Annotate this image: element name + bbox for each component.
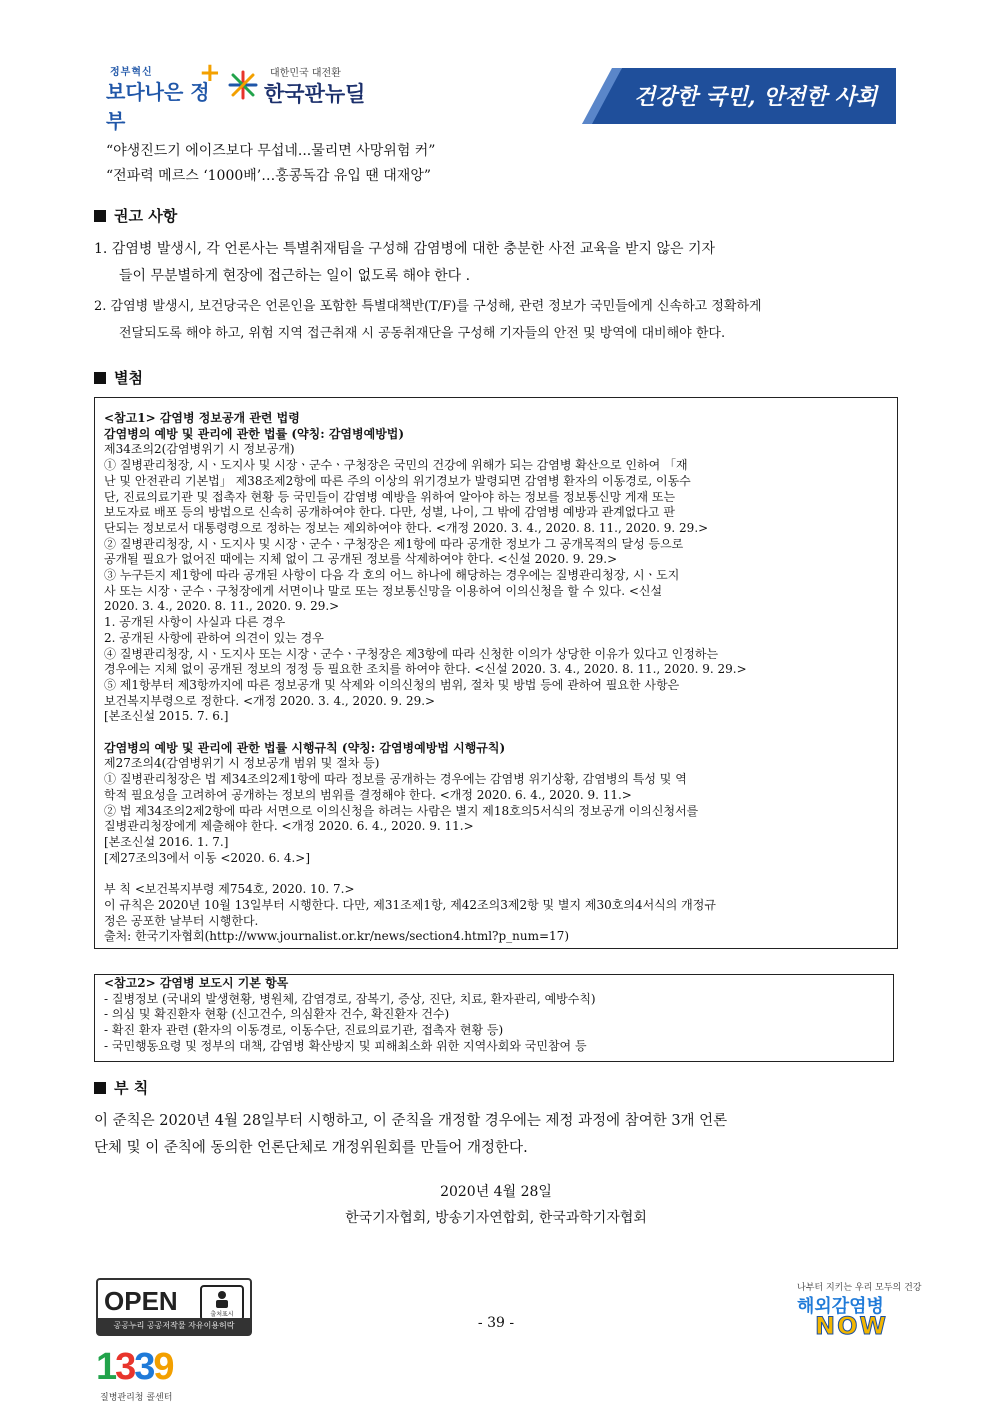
box1-line: 제34조의2(감염병위기 시 정보공개) [104, 442, 295, 457]
now-title: 해외감염병 [797, 1296, 884, 1317]
attachment-heading-text: 별첨 [114, 369, 143, 387]
callcenter-number: 1339 [96, 1346, 173, 1388]
gov-logo-main-text: 보다나은 정부 [106, 80, 210, 133]
box1-line: ④ 질병관리청장, 시ㆍ도지사 또는 시장ㆍ군수ㆍ구청장은 제3항에 따라 신청한 이의가 상당한 이유가 있다고 인정하는 [104, 646, 719, 661]
signature-date: 2020년 4월 28일 [440, 1184, 552, 1200]
box1-line: ② 법 제34조의2제2항에 따라 서면으로 이의신청을 하려는 사람은 별지 제18호의5서식의 정보공개 이의신청서를 [104, 803, 699, 818]
recommend-item-1-line2: 들이 무분별하게 현장에 접근하는 일이 없도록 해야 한다 . [119, 268, 471, 284]
section-heading-recommend [94, 205, 177, 226]
recommend-item-2 [94, 293, 896, 347]
star-icon [228, 70, 258, 100]
callcenter-1339-logo [96, 1346, 206, 1404]
headline-quote-2: “전파력 메르스 ‘1000배’…홍콩독감 유입 땐 대재앙” [106, 168, 432, 184]
box1-line: ② 질병관리청장, 시ㆍ도지사 및 시장ㆍ군수ㆍ구청장은 제1항에 따라 공개한 정보가 그 공개목적의 달성 등으로 [104, 536, 684, 551]
person-icon [204, 1289, 240, 1309]
box1-line: 보도자료 배포 등의 방법으로 신속히 공개하여야 한다. 다만, 성별, 나이, 그 밖에 감염병 예방과 관계없다고 판 [104, 505, 675, 520]
box1-line [104, 725, 886, 741]
square-bullet-icon [94, 1082, 106, 1094]
box1-line: 사 또는 시장ㆍ군수ㆍ구청장에게 서면이나 말로 또는 정보통신망을 이용하여 이의신청을 할 수 있다. <신설 [104, 583, 663, 598]
box2-line: <참고2> 감염병 보도시 기본 항목 [104, 976, 289, 990]
box1-line: 제27조의4(감염병위기 시 정보공개 범위 및 절차 등) [104, 756, 380, 771]
box1-line: 정은 공포한 날부터 시행한다. [104, 913, 259, 928]
recommend-item-1-line1: 1. 감염병 발생시, 각 언론사는 특별취재팀을 구성해 감염병에 대한 충분한 사전 교육을 받지 않은 기자 [94, 241, 716, 257]
reference-box-1-text [104, 411, 886, 945]
square-bullet-icon [94, 210, 106, 222]
box1-line: ⑤ 제1항부터 제3항까지에 따른 정보공개 및 삭제와 이의신청의 범위, 절차 및 방법 등에 관하여 필요한 사항은 [104, 677, 680, 692]
box1-line: 이 규칙은 2020년 10월 13일부터 시행한다. 다만, 제31조제1항, 제42조의3제2항 및 별지 제30호의4서식의 개정규 [104, 897, 716, 912]
signature-orgs: 한국기자협회, 방송기자연합회, 한국과학기자협회 [345, 1210, 647, 1226]
box1-line: 감염병의 예방 및 관리에 관한 법률 (약칭: 감염병예방법) [104, 426, 405, 441]
plus-icon: + [199, 58, 221, 88]
addendum-paragraph [94, 1108, 896, 1162]
gov-logo-top-text: 정부혁신 [110, 67, 153, 78]
box1-line: 단되는 정보로서 대통령령으로 정하는 정보는 제외하여야 한다. <개정 2020. 3. 4., 2020. 8. 11., 2020. 9. 29.> [104, 520, 709, 535]
attribution-badge-label: 출처표시 [210, 1311, 234, 1318]
box1-line: 감염병의 예방 및 관리에 관한 법률 시행규칙 (약칭: 감염병예방법 시행규칙) [104, 740, 506, 755]
new-deal-title: 한국판뉴딜 [264, 82, 366, 106]
box1-line: [본조신설 2016. 1. 7.] [104, 834, 229, 849]
korean-new-deal-logo [226, 58, 366, 108]
box2-line: - 확진 환자 관련 (환자의 이동경로, 이동수단, 진료의료기관, 접촉자 현황 등) [104, 1023, 504, 1038]
box2-line: - 의심 및 확진환자 현황 (신고건수, 의심환자 건수, 확진환자 건수) [104, 1007, 450, 1022]
box1-line: 공개될 필요가 없어진 때에는 지체 없이 그 공개된 정보를 삭제하여야 한다. <신설 2020. 9. 29.> [104, 552, 618, 567]
box1-line: 질병관리청장에게 제출해야 한다. <개정 2020. 6. 4., 2020. 9. 11.> [104, 819, 474, 834]
box1-line: 2020. 3. 4., 2020. 8. 11., 2020. 9. 29.> [104, 599, 340, 614]
box1-line: 1. 공개된 사항이 사실과 다른 경우 [104, 615, 286, 630]
open-word: OPEN [104, 1286, 178, 1316]
recommend-item-2-line1: 2. 감염병 발생시, 보건당국은 언론인을 포함한 특별대책반(T/F)를 구성해, 관련 정보가 국민들에게 신속하고 정확하게 [94, 299, 762, 314]
box1-line: 부 칙 <보건복지부령 제754호, 2020. 10. 7.> [104, 882, 355, 897]
box1-line: ① 질병관리청장은 법 제34조의2제1항에 따라 정보를 공개하는 경우에는 감염병 위기상황, 감염병의 특성 및 역 [104, 772, 687, 787]
addendum-heading-text: 부 칙 [114, 1079, 149, 1097]
now-word: NOW [815, 1312, 888, 1340]
gov-innovation-logo [106, 58, 221, 133]
recommend-item-2-line2: 전달되도록 해야 하고, 위험 지역 접근취재 시 공동취재단을 구성해 기자들의 안전 및 방역에 대비해야 한다. [119, 326, 726, 341]
slogan-banner [582, 68, 896, 124]
box1-line: <참고1> 감염병 정보공개 관련 법령 [104, 411, 300, 425]
square-bullet-icon [94, 372, 106, 384]
addendum-line2: 단체 및 이 준칙에 동의한 언론단체로 개정위원회를 만들어 개정한다. [94, 1140, 528, 1156]
banner-slogan: 건강한 국민, 안전한 사회 [634, 84, 878, 110]
now-tagline: 나부터 지키는 우리 모두의 건강 [797, 1283, 922, 1293]
recommend-item-1 [94, 236, 896, 290]
box1-line: ③ 누구든지 제1항에 따라 공개된 사항이 다음 각 호의 어느 하나에 해당하는 경우에는 질병관리청장, 시ㆍ도지 [104, 568, 680, 583]
box1-line: 단, 진료의료기관 및 접촉자 현황 등 국민들이 감염병 예방을 위하여 알아야 하는 정보를 정보통신망 게재 또는 [104, 489, 676, 504]
new-deal-subtitle: 대한민국 대전환 [270, 68, 341, 79]
box1-line: ① 질병관리청장, 시ㆍ도지사 및 시장ㆍ군수ㆍ구청장은 국민의 건강에 위해가 되는 감염병 확산으로 인하여 「재 [104, 458, 688, 473]
page-number: - 39 - [477, 1315, 515, 1331]
section-heading-attachment [94, 367, 143, 388]
box1-line: 2. 공개된 사항에 관하여 의견이 있는 경우 [104, 630, 324, 645]
addendum-line1: 이 준칙은 2020년 4월 28일부터 시행하고, 이 준칙을 개정할 경우에는 제정 과정에 참여한 3개 언론 [94, 1113, 728, 1129]
box1-line [104, 866, 886, 882]
recommend-heading-text: 권고 사항 [114, 207, 178, 225]
box1-line: 경우에는 지체 없이 공개된 정보의 정정 등 필요한 조치를 하여야 한다. <신설 2020. 3. 4., 2020. 8. 11., 2020. 9. 29.> [104, 662, 747, 677]
section-heading-addendum [94, 1077, 148, 1098]
box1-line: [본조신설 2015. 7. 6.] [104, 709, 229, 724]
box1-line: 보건복지부령으로 정한다. <개정 2020. 3. 4., 2020. 9. 29.> [104, 693, 436, 708]
open-license-caption: 공공누리 공공저작물 자유이용허락 [98, 1318, 250, 1334]
callcenter-caption: 질병관리청 콜센터 [100, 1393, 173, 1403]
box1-line: 학적 필요성을 고려하여 공개하는 정보의 범위를 결정해야 한다. <개정 2020. 6. 4., 2020. 9. 11.> [104, 787, 632, 802]
box1-line: 출처: 한국기자협회(http://www.journalist.or.kr/news/section4.html?p_num=17) [104, 929, 570, 944]
reference-box-2-text [104, 976, 886, 1055]
box2-line: - 국민행동요령 및 정부의 대책, 감염병 확산방지 및 피해최소화 위한 지역사회와 국민참여 등 [104, 1038, 587, 1053]
box2-line: - 질병정보 (국내외 발생현황, 병원체, 감염경로, 잠복기, 증상, 진단, 치료, 환자관리, 예방수칙) [104, 991, 596, 1006]
box1-line: 난 및 안전관리 기본법」 제38조제2항에 따른 주의 이상의 위기경보가 발령되면 감염병 환자의 이동경로, 이동수 [104, 473, 691, 488]
headline-quote-1: “야생진드기 에이즈보다 무섭네...물리면 사망위험 커” [106, 143, 436, 159]
overseas-infection-now-logo [797, 1280, 922, 1340]
box1-line: [제27조의3에서 이동 <2020. 6. 4.>] [104, 850, 311, 865]
